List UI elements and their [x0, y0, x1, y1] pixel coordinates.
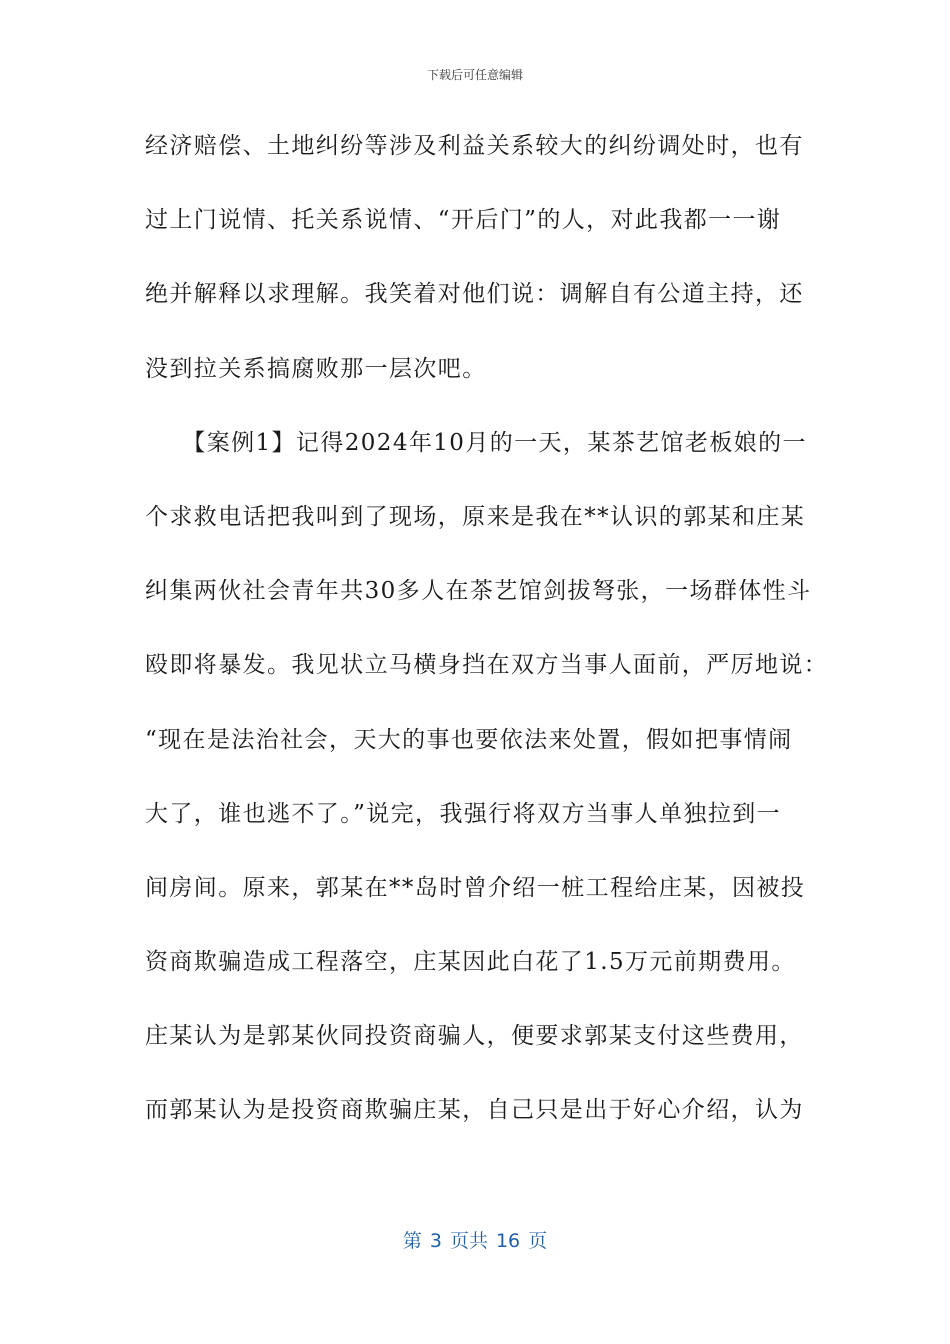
- body-line: 没到拉关系搞腐败那一层次吧。: [145, 355, 487, 382]
- body-line: 间房间。原来，郭某在**岛时曾介绍一桩工程给庄某，因被投: [145, 874, 806, 901]
- footer-middle: 页共: [449, 1230, 488, 1252]
- page-header-note: 下载后可任意编辑: [426, 68, 523, 82]
- body-line: “现在是法治社会，天大的事也要依法来处置，假如把事情闹: [145, 726, 793, 753]
- footer-prefix: 第: [402, 1230, 422, 1252]
- footer-current-page: 3: [429, 1230, 442, 1252]
- body-line: 殴即将暴发。我见状立马横身挡在双方当事人面前，严厉地说：: [145, 652, 829, 679]
- footer-total-pages: 16: [495, 1230, 521, 1252]
- document-body: [145, 124, 829, 1163]
- body-line: 庄某认为是郭某伙同投资商骗人，便要求郭某支付这些费用，: [145, 1023, 804, 1050]
- body-line: 资商欺骗造成工程落空，庄某因此白花了1.5万元前期费用。: [145, 949, 796, 976]
- body-line: 纠集两伙社会青年共30多人在茶艺馆剑拔弩张，一场群体性斗: [145, 578, 812, 605]
- body-line: 个求救电话把我叫到了现场，原来是我在**认识的郭某和庄某: [145, 503, 806, 530]
- body-line: 过上门说情、托关系说情、“开后门”的人，对此我都一一谢: [145, 207, 782, 234]
- body-line: 而郭某认为是投资商欺骗庄某，自己只是出于好心介绍，认为: [145, 1097, 804, 1124]
- footer-suffix: 页: [528, 1230, 548, 1252]
- body-line: 绝并解释以求理解。我笑着对他们说：调解自有公道主持，还: [145, 281, 804, 308]
- body-line: 【案例1】记得2024年10月的一天，某茶艺馆老板娘的一: [145, 429, 807, 456]
- body-line: 经济赔偿、土地纠纷等涉及利益关系较大的纠纷调处时，也有: [145, 133, 804, 159]
- page-number-footer: [0, 1226, 950, 1253]
- body-line: 大了，谁也逃不了。”说完，我强行将双方当事人单独拉到一: [145, 800, 782, 827]
